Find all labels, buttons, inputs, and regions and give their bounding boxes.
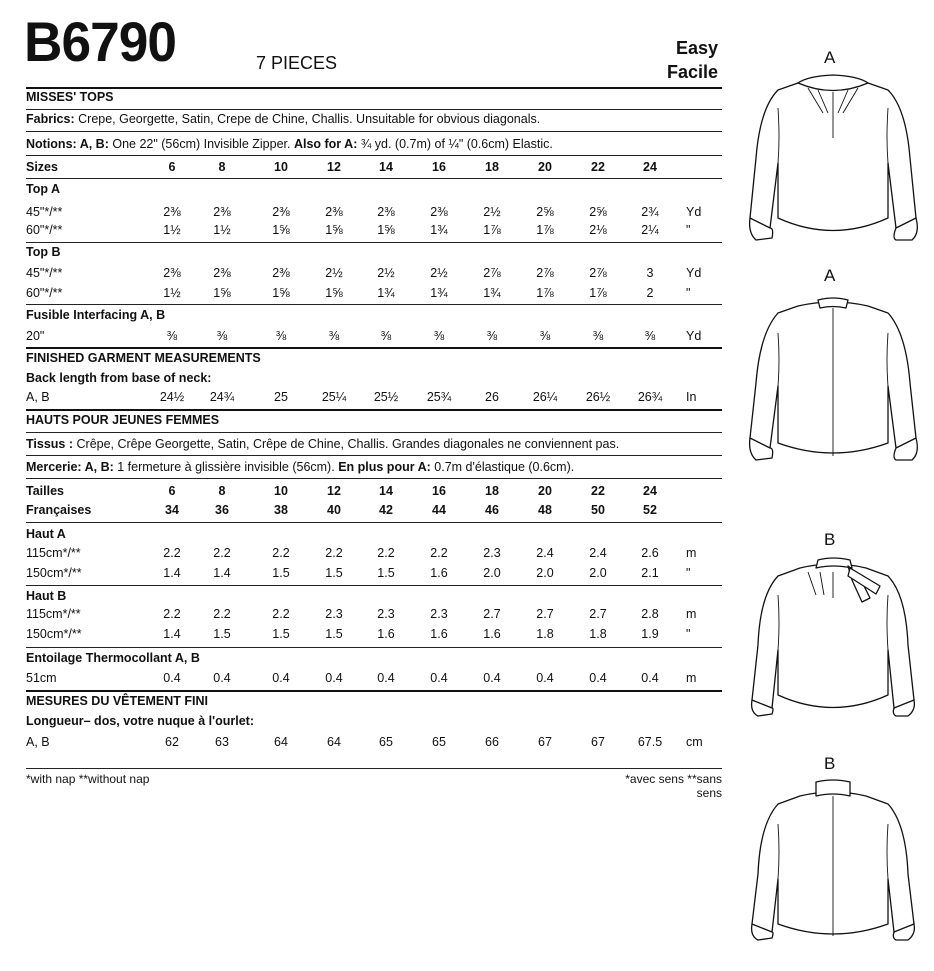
notions-fr-part: 0.7m d'élastique (0.6cm). [434,460,575,474]
yardage-row-en-cell: 1⅞ [483,223,501,237]
yardage-row-fr-cell: 1.9 [641,627,659,641]
yardage-row-en-cell: 1⅞ [536,223,554,237]
sizes-row-en-cell: 10 [274,160,288,174]
back-length-row-en-cell: 25¾ [426,390,452,404]
yardage-row-fr-cell: 1.4 [213,566,231,580]
sizes-fr-row [26,501,722,519]
yardage-row-fr-cell: 2.3 [430,607,448,621]
yardage-row-fr-cell: 2.3 [483,546,501,560]
back-length-row-fr-unit: cm [686,735,703,749]
back-length-label-en-text: Back length from base of neck: [26,371,212,385]
back-length-row-en-cell: 26¼ [532,390,558,404]
yardage-row-en-cell: 2⅝ [589,205,607,219]
footnote-fr: *avec sens **sans sens [625,772,722,800]
section-title-fr-text: HAUTS POUR JEUNES FEMMES [26,413,220,427]
blouse-a-front-icon [738,68,928,268]
yardage-row-fr-cell: 2.7 [536,607,554,621]
yardage-row-en-label: 45"*/** [26,266,63,280]
table-rule [26,585,722,586]
sizes-fr-row-cell: 38 [274,503,288,517]
back-length-label-fr-text: Longueur– dos, votre nuque à l'ourlet: [26,714,254,728]
interfacing-row-en-cell: ⅜ [592,329,604,343]
section-title-fr [26,411,722,429]
table-rule [26,647,722,648]
yardage-row-fr-label: 150cm*/** [26,627,82,641]
sizes-row-fr-cell: 12 [327,484,341,498]
yardage-row-en-cell: 1⅝ [272,223,290,237]
back-length-row-fr-cell: 62 [165,735,179,749]
interfacing-row-fr-cell: 0.4 [589,671,607,685]
yardage-row-fr [26,544,722,562]
back-length-row-fr-cell: 66 [485,735,499,749]
table-rule [26,131,722,132]
back-length-row-en-cell: 24½ [159,390,185,404]
yardage-row-fr-unit: " [686,566,691,580]
back-length-row-en-cell: 25½ [373,390,399,404]
interfacing-row-fr [26,669,722,687]
notions-en-part: Also for A: [293,137,358,151]
fabrics-en-part: Crepe, Georgette, Satin, Crepe de Chine, Challis. Unsuitable for obvious diagonals. [78,112,541,126]
yardage-row-en-cell: 1½ [163,223,181,237]
yardage-row-fr-cell: 2.2 [213,546,231,560]
interfacing-row-fr-cell: 0.4 [213,671,231,685]
view-letter: A [824,48,836,67]
interfacing-row-fr-cell: 0.4 [272,671,290,685]
yardage-row-en-cell: 2⅜ [163,205,181,219]
yardage-row-fr-cell: 1.8 [536,627,554,641]
yardage-row-en-cell: 2½ [377,266,395,280]
yardage-row-fr-cell: 1.6 [377,627,395,641]
yardage-row-fr-cell: 2.1 [641,566,659,580]
interfacing-row-en-cell: ⅜ [433,329,445,343]
table-rule [26,304,722,305]
yardage-row-en-cell: 2⅜ [163,266,181,280]
yardage-row-fr-cell: 2.0 [483,566,501,580]
fabric-heading-fr-text: Haut A [26,527,66,541]
sizes-row-fr [26,482,722,500]
back-length-row-fr-cell: 67.5 [637,735,663,749]
yardage-row-en-label: 60"*/** [26,286,63,300]
fabrics-fr [26,435,722,453]
yardage-row-fr-unit: m [686,546,697,560]
back-length-row-en-cell: 26¾ [637,390,663,404]
yardage-row-en-unit: " [686,223,691,237]
sizes-row-fr-cell: 14 [379,484,393,498]
interfacing-row-fr-cell: 0.4 [377,671,395,685]
notions-fr-part: En plus pour A: [338,460,431,474]
sizes-row-en-cell: 24 [643,160,657,174]
sizes-fr-row-cell: 46 [485,503,499,517]
yardage-row-en-cell: 1¾ [483,286,501,300]
yardage-row-en-cell: 2⅜ [272,205,290,219]
view-letter: B [824,754,836,773]
fabrics-fr-text [26,435,619,453]
interfacing-row-en-cell: ⅜ [275,329,287,343]
back-length-row-fr-cell: 64 [327,735,341,749]
yardage-row-fr-cell: 1.6 [483,627,501,641]
yardage-row-fr-unit: " [686,627,691,641]
yardage-row-fr-cell: 2.0 [536,566,554,580]
sizes-fr-row-cell: 40 [327,503,341,517]
blouse-b-front-icon [738,550,928,740]
table-rule [26,455,722,456]
sizes-row-fr-cell: 18 [485,484,499,498]
notions-fr-text [26,458,574,476]
sizes-fr-row-cell: 48 [538,503,552,517]
sizes-row-en-cell: 16 [432,160,446,174]
sizes-fr-row-cell: 44 [432,503,446,517]
yardage-row-fr-cell: 2.2 [325,546,343,560]
sizes-row-en-cell: 20 [538,160,552,174]
yardage-row-en [26,264,722,282]
interfacing-row-en-cell: ⅜ [644,329,656,343]
fabric-heading-en-text: Top B [26,245,61,259]
interfacing-row-en-cell: ⅜ [539,329,551,343]
back-length-row-en-cell: 26 [485,390,499,404]
sizes-row-en-cell: 22 [591,160,605,174]
yardage-row-en-cell: 1⅝ [377,223,395,237]
yardage-row-fr-cell: 1.5 [272,627,290,641]
yardage-row-fr-cell: 1.5 [377,566,395,580]
pattern-number: B6790 [24,10,177,73]
fabric-heading-en [26,243,722,261]
yardage-row-fr-cell: 2.6 [641,546,659,560]
back-length-row-fr-cell: 67 [538,735,552,749]
fabric-heading-fr [26,525,722,543]
yardage-table [26,0,722,971]
interfacing-row-fr-cell: 0.4 [325,671,343,685]
yardage-row-en-label: 45"*/** [26,205,63,219]
table-rule [26,155,722,156]
view-a-back [738,266,928,486]
sizes-fr-row-cell: 34 [165,503,179,517]
yardage-row-fr-cell: 2.0 [589,566,607,580]
yardage-row-en-cell: 2 [646,286,654,300]
yardage-row-fr [26,564,722,582]
fabrics-en-part: Fabrics: [26,112,75,126]
finished-heading-fr [26,692,722,710]
yardage-row-fr-label: 115cm*/** [26,607,81,621]
fabric-heading-en-text: Top A [26,182,61,196]
yardage-row-en-cell: 2½ [325,266,343,280]
sizes-fr-row-cell: 36 [215,503,229,517]
yardage-row-en-cell: 2⅞ [589,266,607,280]
interfacing-row-fr-cell: 0.4 [536,671,554,685]
sizes-row-fr-cell: 6 [168,484,176,498]
interfacing-row-en-label: 20" [26,329,45,343]
sizes-row-fr-cell: 22 [591,484,605,498]
yardage-row-fr-label: 115cm*/** [26,546,81,560]
yardage-row-fr-cell: 1.6 [430,627,448,641]
interfacing-row-fr-cell: 0.4 [641,671,659,685]
yardage-row-fr-cell: 2.2 [377,546,395,560]
back-length-label-en [26,369,722,387]
yardage-row-fr [26,605,722,623]
interfacing-row-en-cell: ⅜ [166,329,178,343]
yardage-row-fr-cell: 2.4 [589,546,607,560]
fabrics-en-text [26,110,540,128]
section-title-en [26,88,722,106]
interfacing-row-en-cell: ⅜ [380,329,392,343]
fabrics-fr-part: Tissus : [26,437,74,451]
sizes-row-en-cell: 14 [379,160,393,174]
yardage-row-en-cell: 3 [646,266,654,280]
sizes-row-en-label: Sizes [26,160,58,174]
back-length-row-fr-cell: 67 [591,735,605,749]
interfacing-row-en-cell: ⅜ [216,329,228,343]
finished-heading-fr-text: MESURES DU VÊTEMENT FINI [26,694,208,708]
interfacing-row-en-unit: Yd [686,329,702,343]
interfacing-row-fr-cell: 0.4 [163,671,181,685]
yardage-row-en-cell: 2¾ [641,205,659,219]
back-length-row-fr-cell: 64 [274,735,288,749]
yardage-row-fr-cell: 2.2 [272,607,290,621]
yardage-row-en-cell: 2⅜ [325,205,343,219]
notions-en-part: ¾ yd. (0.7m) of ¼" (0.6cm) Elastic. [360,137,553,151]
back-length-row-en-unit: In [686,390,697,404]
yardage-row-en-cell: 2¼ [641,223,659,237]
yardage-row-fr-cell: 2.3 [377,607,395,621]
yardage-row-fr-cell: 2.2 [272,546,290,560]
sizes-fr-row-cell: 42 [379,503,393,517]
fabric-heading-fr [26,587,722,605]
fabrics-fr-part: Crêpe, Crêpe Georgette, Satin, Crêpe de Chine, Challis. Grandes diagonales ne conviennent pas. [76,437,620,451]
table-rule [26,768,722,769]
yardage-row-en-cell: 2⅜ [272,266,290,280]
yardage-row-en-cell: 1¾ [430,223,448,237]
view-b-front [738,530,928,740]
table-rule [26,432,722,433]
notions-en-part: One 22" (56cm) Invisible Zipper. [112,137,291,151]
yardage-row-en-unit: " [686,286,691,300]
back-length-row-en-cell: 26½ [585,390,611,404]
fabric-heading-en-text: Fusible Interfacing A, B [26,308,166,322]
yardage-row-en-unit: Yd [686,266,702,280]
yardage-row-fr [26,625,722,643]
yardage-row-fr-cell: 2.2 [430,546,448,560]
yardage-row-en-cell: 2½ [483,205,501,219]
yardage-row-fr-cell: 2.7 [589,607,607,621]
yardage-row-en-cell: 2⅞ [536,266,554,280]
interfacing-row-fr-unit: m [686,671,697,685]
sizes-row-fr-cell: 24 [643,484,657,498]
yardage-row-fr-cell: 1.4 [163,566,181,580]
yardage-row-en-cell: 1⅝ [325,286,343,300]
back-length-row-en-cell: 24¾ [209,390,235,404]
sizes-row-fr-label: Tailles [26,484,64,498]
yardage-row-fr-cell: 1.5 [325,627,343,641]
back-length-row-fr-label: A, B [26,735,50,749]
sizes-row-fr-cell: 20 [538,484,552,498]
sizes-row-en-cell: 12 [327,160,341,174]
fabrics-en [26,110,722,128]
notions-en-part: Notions: A, B: [26,137,109,151]
notions-fr-part: 1 fermeture à glissière invisible (56cm). [117,460,335,474]
yardage-row-en-cell: 2⅜ [430,205,448,219]
notions-fr [26,458,722,476]
yardage-row-en-cell: 1⅞ [589,286,607,300]
yardage-row-en-cell: 2⅜ [213,266,231,280]
yardage-row-en-cell: 1¾ [377,286,395,300]
yardage-row-fr-unit: m [686,607,697,621]
interfacing-row-en-cell: ⅜ [486,329,498,343]
yardage-row-fr-cell: 1.5 [325,566,343,580]
sizes-row-en-cell: 18 [485,160,499,174]
yardage-row-fr-cell: 1.8 [589,627,607,641]
yardage-row-en-cell: 2⅜ [213,205,231,219]
yardage-row-fr-label: 150cm*/** [26,566,82,580]
sizes-fr-row-cell: 52 [643,503,657,517]
interfacing-row-fr-cell: 0.4 [430,671,448,685]
yardage-row-fr-cell: 1.6 [430,566,448,580]
sizes-row-fr-cell: 8 [218,484,226,498]
yardage-row-fr-cell: 2.4 [536,546,554,560]
view-a-front [738,44,928,264]
yardage-row-en-cell: 1⅝ [325,223,343,237]
sizes-row-en-cell: 6 [168,160,176,174]
fabric-heading-fr [26,649,722,667]
interfacing-row-fr-label: 51cm [26,671,57,685]
table-rule [26,478,722,479]
yardage-row-en [26,284,722,302]
yardage-row-en-cell: 1⅞ [536,286,554,300]
yardage-row-en-cell: 2⅛ [589,223,607,237]
yardage-row-en [26,221,722,239]
yardage-row-fr-cell: 2.2 [213,607,231,621]
sizes-row-fr-cell: 10 [274,484,288,498]
interfacing-row-en-cell: ⅜ [328,329,340,343]
yardage-row-fr-cell: 2.7 [483,607,501,621]
yardage-row-en-cell: 1½ [213,223,231,237]
yardage-row-en-cell: 1⅝ [272,286,290,300]
table-rule [26,522,722,523]
section-title-en-text: MISSES' TOPS [26,90,114,104]
view-letter: B [824,530,836,549]
back-length-row-fr-cell: 65 [432,735,446,749]
table-rule [26,178,722,179]
yardage-row-en-unit: Yd [686,205,702,219]
view-letter: A [824,266,836,285]
sizes-fr-row-label: Françaises [26,503,92,517]
view-b-back [738,754,928,964]
yardage-row-en-label: 60"*/** [26,223,63,237]
difficulty-en: Easy [675,38,718,58]
yardage-row-en-cell: 2⅝ [536,205,554,219]
back-length-row-fr-cell: 63 [215,735,229,749]
notions-en [26,135,722,153]
finished-heading-en-text: FINISHED GARMENT MEASUREMENTS [26,351,261,365]
back-length-row-en-cell: 25¼ [321,390,347,404]
sizes-fr-row-cell: 50 [591,503,605,517]
back-length-row-en-label: A, B [26,390,50,404]
yardage-row-en [26,203,722,221]
fabric-heading-en [26,180,722,198]
pieces-count: 7 PIECES [256,53,338,73]
sizes-row-en-cell: 8 [218,160,226,174]
yardage-row-fr-cell: 1.4 [163,627,181,641]
yardage-row-en-cell: 2½ [430,266,448,280]
yardage-row-fr-cell: 1.5 [213,627,231,641]
blouse-b-back-icon [738,774,928,964]
yardage-row-en-cell: 2⅜ [377,205,395,219]
interfacing-row-fr-cell: 0.4 [483,671,501,685]
difficulty-fr: Facile [666,62,718,82]
sizes-row-en [26,158,722,176]
yardage-row-fr-cell: 1.5 [272,566,290,580]
fabric-heading-fr-text: Haut B [26,589,67,603]
back-length-row-fr [26,733,722,751]
yardage-row-fr-cell: 2.2 [163,607,181,621]
sizes-row-fr-cell: 16 [432,484,446,498]
fabric-heading-fr-text: Entoilage Thermocollant A, B [26,651,200,665]
yardage-row-en-cell: 1¾ [430,286,448,300]
yardage-row-en-cell: 1½ [163,286,181,300]
notions-fr-part: Mercerie: A, B: [26,460,114,474]
notions-en-text [26,135,553,153]
fabric-heading-en [26,306,722,324]
yardage-row-fr-cell: 2.8 [641,607,659,621]
interfacing-row-en [26,327,722,345]
back-length-row-fr-cell: 65 [379,735,393,749]
back-length-label-fr [26,712,722,730]
back-length-row-en-cell: 25 [274,390,288,404]
yardage-row-en-cell: 1⅝ [213,286,231,300]
yardage-row-en-cell: 2⅞ [483,266,501,280]
back-length-row-en [26,388,722,406]
yardage-row-fr-cell: 2.2 [163,546,181,560]
footnote-en: *with nap **without nap [26,772,150,786]
finished-heading-en [26,349,722,367]
yardage-row-fr-cell: 2.3 [325,607,343,621]
blouse-a-back-icon [738,288,928,488]
